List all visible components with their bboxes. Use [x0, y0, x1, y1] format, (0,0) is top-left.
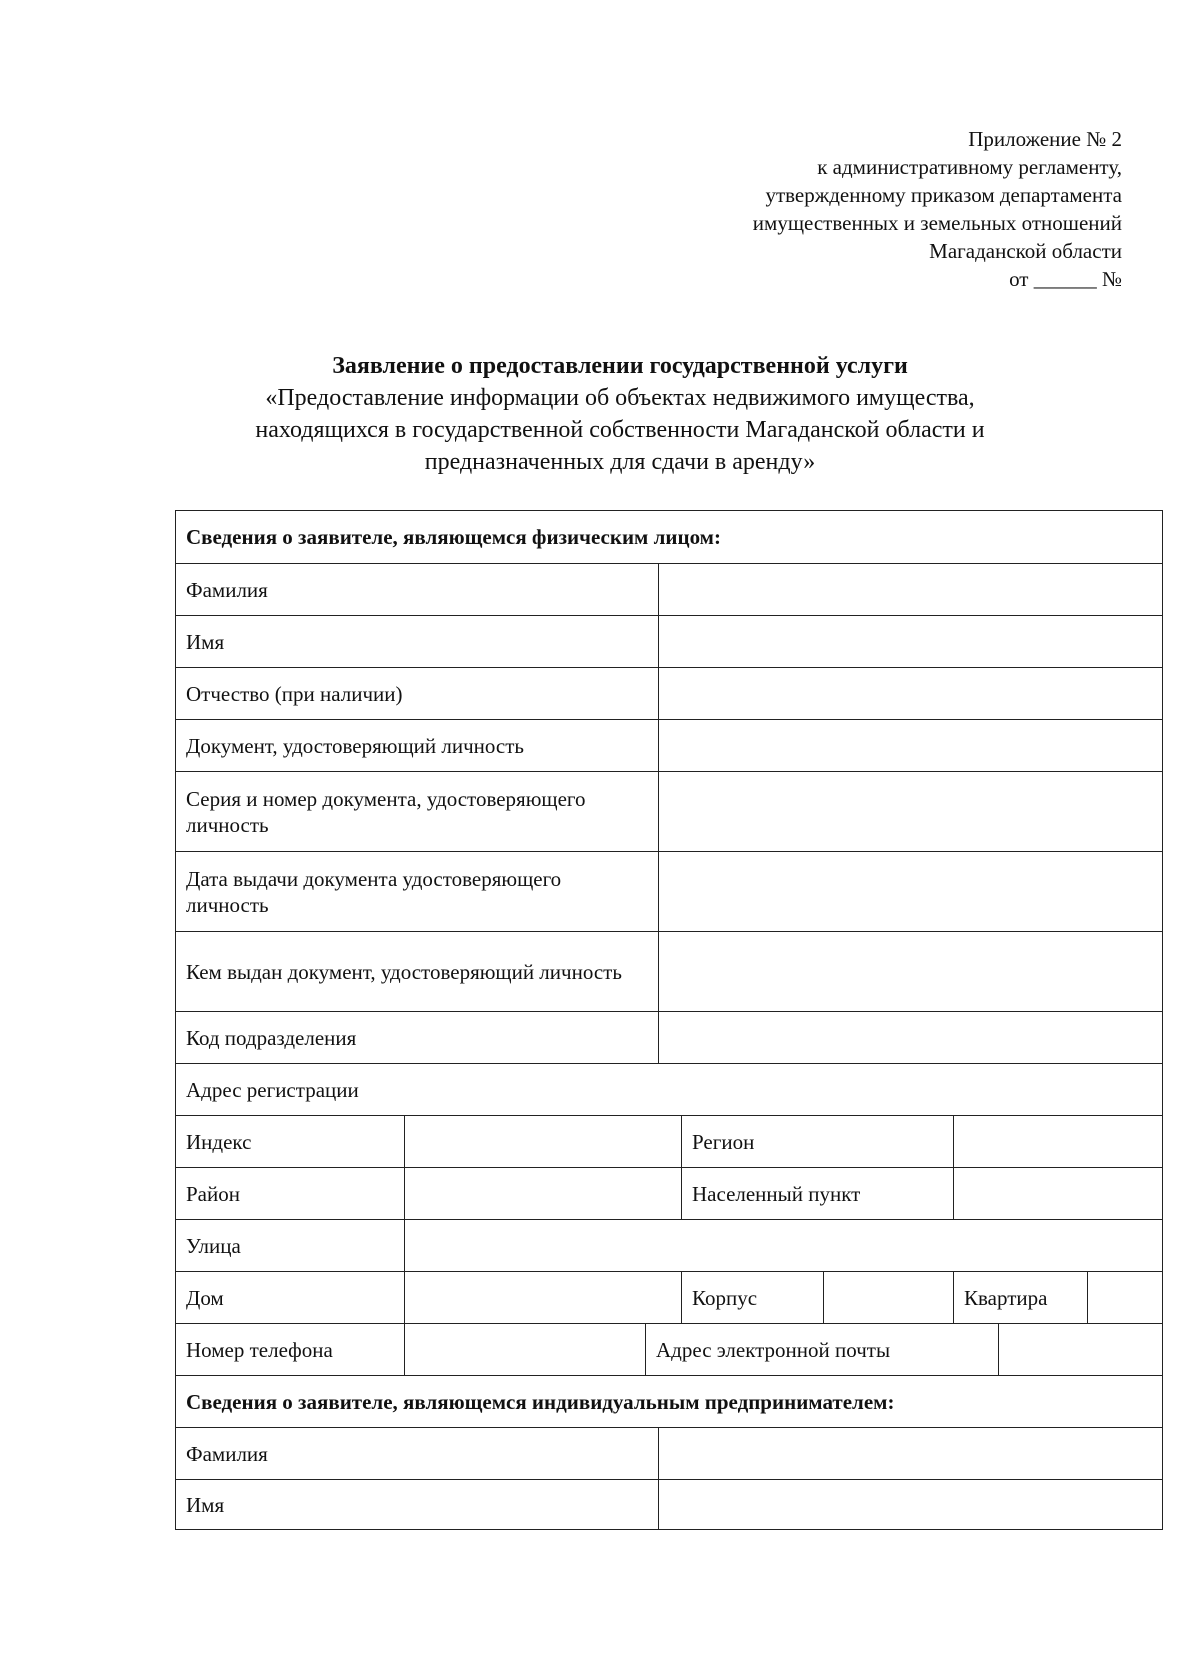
region-field[interactable] [953, 1116, 1162, 1167]
section-entrepreneur-heading: Сведения о заявителе, являющемся индивидуальным предпринимателем: [186, 1389, 895, 1414]
locality-field[interactable] [953, 1168, 1162, 1219]
phone-label: Номер телефона [186, 1337, 333, 1362]
appendix-date-number: от ______ № [1009, 267, 1122, 291]
division-code-label: Код подразделения [186, 1025, 357, 1050]
id-issued-by-field[interactable] [658, 932, 1162, 1011]
ip-name-label: Имя [186, 1492, 225, 1517]
section-individual-row [176, 511, 1162, 563]
patronymic-label: Отчество (при наличии) [186, 681, 403, 706]
index-field[interactable] [404, 1116, 681, 1167]
table-row [176, 1219, 1162, 1271]
name-label: Имя [186, 629, 225, 654]
appendix-number: Приложение № 2 [968, 127, 1122, 151]
building-field[interactable] [823, 1272, 953, 1323]
title-sub-line-3: предназначенных для сдачи в аренду» [424, 449, 816, 475]
table-row [176, 1323, 1162, 1375]
title-sub-line-1: «Предоставление информации об объектах недвижимого имущества, [265, 385, 975, 411]
id-series-number-label: Серия и номер документа, удостоверяющего личность [186, 786, 586, 837]
section-individual-heading: Сведения о заявителе, являющемся физическим лицом: [186, 525, 721, 549]
house-field[interactable] [404, 1272, 681, 1323]
patronymic-field[interactable] [658, 668, 1162, 719]
phone-field[interactable] [404, 1324, 645, 1375]
house-label: Дом [186, 1285, 224, 1310]
table-row [176, 1427, 1162, 1479]
appendix-header [753, 125, 1122, 293]
id-document-label: Документ, удостоверяющий личность [186, 733, 524, 758]
appendix-department: имущественных и земельных отношений [752, 211, 1122, 235]
street-label: Улица [186, 1233, 241, 1258]
appendix-region: Магаданской области [929, 239, 1122, 263]
section-entrepreneur-row [176, 1375, 1162, 1427]
surname-label: Фамилия [186, 577, 268, 602]
id-issue-date-field[interactable] [658, 852, 1162, 931]
division-code-field[interactable] [658, 1012, 1162, 1063]
building-label: Корпус [681, 1272, 823, 1323]
id-issued-by-label: Кем выдан документ, удостоверяющий личность [186, 959, 622, 984]
email-field[interactable] [998, 1324, 1162, 1375]
table-row [176, 1011, 1162, 1063]
registration-address-label: Адрес регистрации [186, 1077, 359, 1102]
application-form [175, 510, 1163, 1530]
table-row [176, 1479, 1162, 1529]
ip-surname-field[interactable] [658, 1428, 1162, 1479]
table-row [176, 667, 1162, 719]
table-row [176, 563, 1162, 615]
id-series-number-field[interactable] [658, 772, 1162, 851]
table-row [176, 615, 1162, 667]
locality-label: Населенный пункт [681, 1168, 953, 1219]
table-row [176, 771, 1162, 851]
ip-surname-label: Фамилия [186, 1441, 268, 1466]
id-issue-date-label: Дата выдачи документа удостоверяющего личность [186, 866, 562, 917]
table-row [176, 1063, 1162, 1115]
appendix-approved-by: утвержденному приказом департамента [765, 183, 1122, 207]
document-title [120, 350, 1120, 478]
region-label: Регион [681, 1116, 953, 1167]
street-field[interactable] [404, 1220, 1162, 1271]
table-row [176, 931, 1162, 1011]
table-row [176, 719, 1162, 771]
table-row [176, 851, 1162, 931]
table-row [176, 1115, 1162, 1167]
title-main: Заявление о предоставлении государственной услуги [332, 353, 908, 379]
index-label: Индекс [186, 1129, 252, 1154]
table-row [176, 1167, 1162, 1219]
appendix-regulation: к административному регламенту, [817, 155, 1122, 179]
title-sub-line-2: находящихся в государственной собственности Магаданской области и [255, 417, 985, 443]
email-label: Адрес электронной почты [645, 1324, 998, 1375]
id-document-field[interactable] [658, 720, 1162, 771]
apartment-label: Квартира [953, 1272, 1087, 1323]
name-field[interactable] [658, 616, 1162, 667]
apartment-field[interactable] [1087, 1272, 1162, 1323]
surname-field[interactable] [658, 564, 1162, 615]
ip-name-field[interactable] [658, 1480, 1162, 1529]
table-row [176, 1271, 1162, 1323]
district-field[interactable] [404, 1168, 681, 1219]
district-label: Район [186, 1181, 240, 1206]
